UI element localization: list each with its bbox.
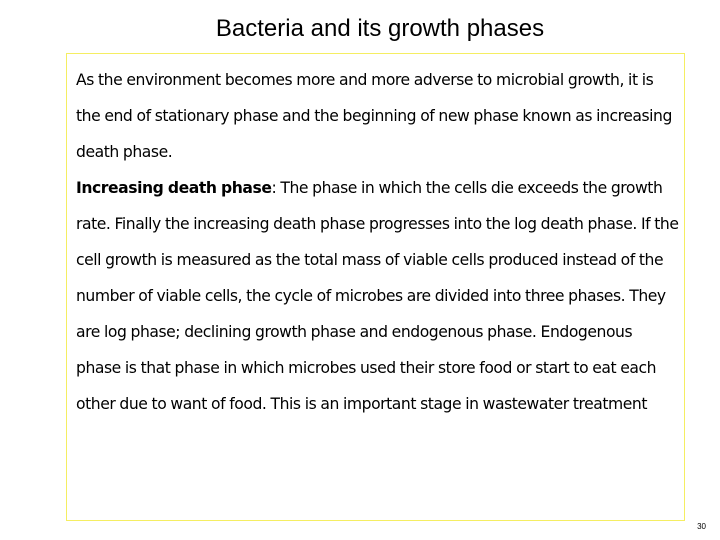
paragraph-intro: As the environment becomes more and more adverse to microbial growth, it is the end of stationary phase and the beginning of new phase known as increasing death phase.: [76, 71, 672, 161]
paragraph-death-phase-text: : The phase in which the cells die exceeds the growth rate. Finally the increasing death phase progresses into the log death phase. If the cell growth is measured as the total mass of viable cells produced instead of the number of viable cells, the cycle of microbes are divided into three phases. They are log phase; declining growth phase and endogenous phase. Endogenous phase is that phase in which microbes used their store food or start to eat each other due to want of food. This is an important stage in wastewater treatment: [76, 179, 679, 413]
term-increasing-death-phase: Increasing death phase: [76, 179, 272, 197]
body-text: [76, 62, 680, 422]
slide-title: Bacteria and its growth phases: [215, 15, 545, 42]
page-number: 30: [697, 522, 706, 531]
paragraph-death-phase: [76, 170, 680, 422]
